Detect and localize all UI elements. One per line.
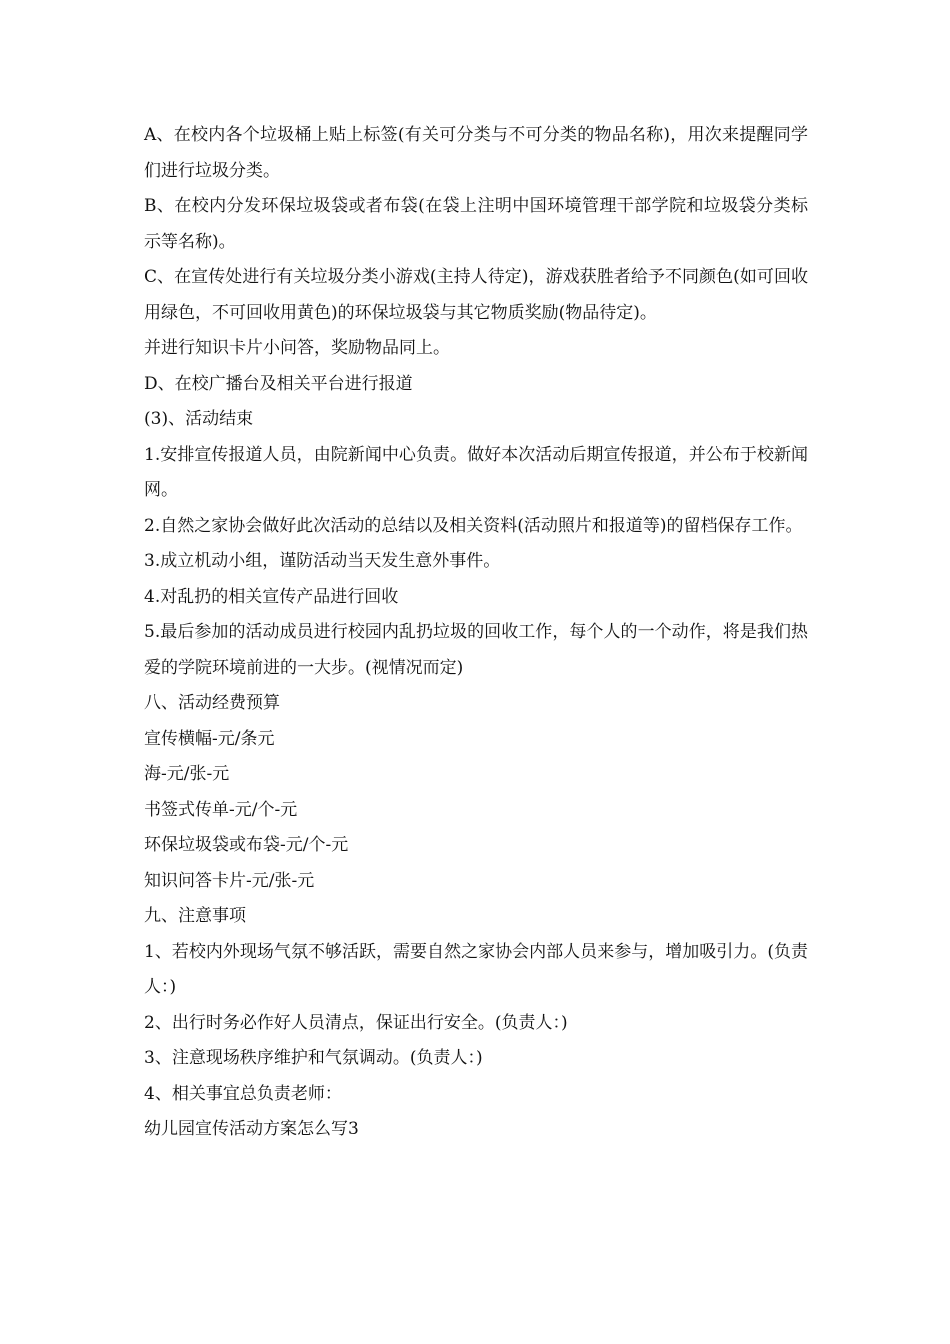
note-item-3: 3、注意现场秩序维护和气氛调动。(负责人：) xyxy=(144,1048,483,1068)
paragraph-end-1: 1.安排宣传报道人员，由院新闻中心负责。做好本次活动后期宣传报道，并公布于校新闻网。 xyxy=(144,444,808,500)
paragraph-a-labels: A、在校内各个垃圾桶上贴上标签(有关可分类与不可分类的物品名称)，用次来提醒同学们进行垃圾分类。 xyxy=(144,125,808,181)
budget-item-bags: 环保垃圾袋或布袋-元/个-元 xyxy=(144,835,349,855)
paragraph-b-bags: B、在校内分发环保垃圾袋或者布袋(在袋上注明中国环境管理干部学院和垃圾袋分类标示等名称)。 xyxy=(144,196,808,252)
note-item-1: 1、若校内外现场气氛不够活跃，需要自然之家协会内部人员来参与，增加吸引力。(负责人：) xyxy=(144,941,808,997)
heading-budget: 八、活动经费预算 xyxy=(144,693,280,713)
paragraph-c-game: C、在宣传处进行有关垃圾分类小游戏(主持人待定)，游戏获胜者给予不同颜色(如可回收用绿色，不可回收用黄色)的环保垃圾袋与其它物质奖励(物品待定)。 xyxy=(144,267,808,323)
heading-notes: 九、注意事项 xyxy=(144,906,246,926)
paragraph-end-4: 4.对乱扔的相关宣传产品进行回收 xyxy=(144,586,399,607)
document-body xyxy=(144,118,808,1148)
paragraph-quiz: 并进行知识卡片小问答，奖励物品同上。 xyxy=(144,338,450,358)
heading-activity-end: (3)、活动结束 xyxy=(144,409,254,429)
paragraph-end-5: 5.最后参加的活动成员进行校园内乱扔垃圾的回收工作，每个人的一个动作，将是我们热爱的学院环境前进的一大步。(视情况而定) xyxy=(144,622,808,678)
paragraph-d-broadcast: D、在校广播台及相关平台进行报道 xyxy=(144,373,413,394)
paragraph-end-3: 3.成立机动小组，谨防活动当天发生意外事件。 xyxy=(144,551,501,571)
budget-item-cards: 知识问答卡片-元/张-元 xyxy=(144,870,315,891)
note-item-2: 2、出行时务必作好人员清点，保证出行安全。(负责人：) xyxy=(144,1012,568,1033)
budget-item-bookmark: 书签式传单-元/个-元 xyxy=(144,799,298,820)
note-item-4: 4、相关事宜总负责老师： xyxy=(144,1083,342,1104)
budget-item-banner: 宣传横幅-元/条元 xyxy=(144,728,275,749)
paragraph-end-2: 2.自然之家协会做好此次活动的总结以及相关资料(活动照片和报道等)的留档保存工作。 xyxy=(144,515,803,536)
section-title-plan-3: 幼儿园宣传活动方案怎么写3 xyxy=(144,1119,359,1139)
budget-item-poster: 海-元/张-元 xyxy=(144,764,230,784)
